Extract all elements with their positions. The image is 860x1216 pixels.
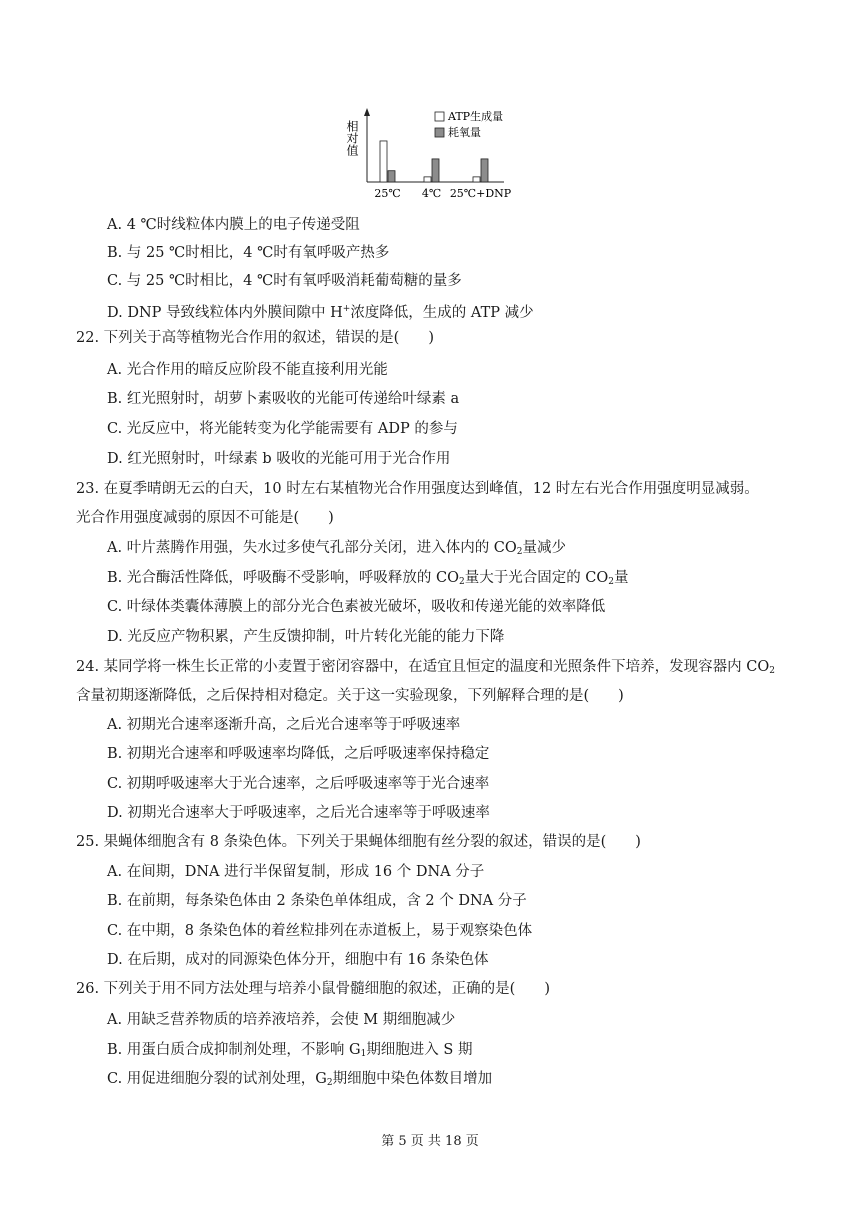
q24-stem-1: 24. 某同学将一株生长正常的小麦置于密闭容器中，在适宜且恒定的温度和光照条件下培养，发现容器内 $CO_2$ bbox=[76, 659, 775, 676]
q22-option-a: A. 光合作用的暗反应阶段不能直接利用光能 bbox=[107, 362, 388, 378]
q24-option-c: C. 初期呼吸速率大于光合速率，之后呼吸速率等于光合速率 bbox=[107, 776, 490, 792]
bar-chart bbox=[334, 104, 534, 204]
bar-atp-1 bbox=[424, 177, 431, 182]
q24-option-a: A. 初期光合速率逐渐升高，之后光合速率等于呼吸速率 bbox=[107, 717, 461, 733]
q24-option-d: D. 初期光合速率大于呼吸速率，之后光合速率等于呼吸速率 bbox=[107, 805, 490, 821]
bar-oxygen-1 bbox=[432, 159, 439, 182]
q21-option-b: B. 与 25 ℃时相比，4 ℃时有氧呼吸产热多 bbox=[107, 245, 390, 261]
bar-oxygen-0 bbox=[388, 171, 395, 182]
legend-label-oxygen: 耗氧量 bbox=[448, 126, 481, 139]
legend-swatch-oxygen bbox=[435, 128, 444, 137]
q22-option-c: C. 光反应中，将光能转变为化学能需要有 ADP 的参与 bbox=[107, 421, 458, 437]
q21-option-d: D. DNP 导致线粒体内外膜间隙中 H+浓度降低，生成的 ATP 减少 bbox=[107, 304, 534, 321]
x-tick-label: 25℃ bbox=[374, 187, 401, 200]
q26-stem: 26. 下列关于用不同方法处理与培养小鼠骨髓细胞的叙述，正确的是( ) bbox=[76, 981, 550, 997]
q21-option-a: A. 4 ℃时线粒体内膜上的电子传递受阻 bbox=[107, 217, 360, 233]
legend-label-atp: ATP生成量 bbox=[448, 110, 504, 123]
q21-option-c: C. 与 25 ℃时相比，4 ℃时有氧呼吸消耗葡萄糖的量多 bbox=[107, 273, 462, 289]
q26-option-c: C. 用促进细胞分裂的试剂处理，$G_2$期细胞中染色体数目增加 bbox=[107, 1071, 493, 1088]
legend bbox=[435, 109, 503, 139]
q22-stem: 22. 下列关于高等植物光合作用的叙述，错误的是( ) bbox=[76, 330, 434, 346]
q24-stem-2: 含量初期逐渐降低，之后保持相对稳定。关于这一实验现象，下列解释合理的是( ) bbox=[76, 688, 624, 704]
q25-option-c: C. 在中期，8 条染色体的着丝粒排列在赤道板上，易于观察染色体 bbox=[107, 923, 533, 939]
q22-option-d: D. 红光照射时，叶绿素 b 吸收的光能可用于光合作用 bbox=[107, 451, 451, 467]
q23-option-a: A. 叶片蒸腾作用强，失水过多使气孔部分关闭，进入体内的 $CO_2$量减少 bbox=[107, 540, 567, 557]
q25-option-b: B. 在前期，每条染色体由 2 条染色单体组成，含 2 个 DNA 分子 bbox=[107, 893, 527, 909]
x-tick-labels bbox=[374, 187, 511, 200]
bar-oxygen-2 bbox=[481, 159, 488, 182]
q23-option-d: D. 光反应产物积累，产生反馈抑制，叶片转化光能的能力下降 bbox=[107, 629, 505, 645]
page-footer: 第 5 页 共 18 页 bbox=[381, 1134, 479, 1149]
q24-option-b: B. 初期光合速率和呼吸速率均降低，之后呼吸速率保持稳定 bbox=[107, 746, 490, 762]
q23-option-c: C. 叶绿体类囊体薄膜上的部分光合色素被光破坏，吸收和传递光能的效率降低 bbox=[107, 599, 606, 615]
x-tick-label: 4℃ bbox=[421, 187, 442, 200]
q23-stem-2: 光合作用强度减弱的原因不可能是( ) bbox=[76, 510, 334, 526]
q26-option-a: A. 用缺乏营养物质的培养液培养，会使 M 期细胞减少 bbox=[107, 1012, 456, 1028]
y-axis-label: 相对值 bbox=[345, 120, 359, 156]
bars-group bbox=[380, 141, 488, 182]
q25-option-d: D. 在后期，成对的同源染色体分开，细胞中有 16 条染色体 bbox=[107, 952, 489, 968]
q26-option-b: B. 用蛋白质合成抑制剂处理，不影响 $G_1$期细胞进入 S 期 bbox=[107, 1042, 473, 1059]
q25-option-a: A. 在间期，DNA 进行半保留复制，形成 16 个 DNA 分子 bbox=[107, 864, 485, 880]
x-tick-label: 25℃+DNP bbox=[449, 187, 512, 200]
q25-stem: 25. 果蝇体细胞含有 8 条染色体。下列关于果蝇体细胞有丝分裂的叙述，错误的是( ) bbox=[76, 834, 641, 850]
bar-atp-0 bbox=[380, 141, 387, 182]
bar-atp-2 bbox=[473, 177, 480, 182]
q23-option-b: B. 光合酶活性降低，呼吸酶不受影响，呼吸释放的 $CO_2$量大于光合固定的 $CO_2$量 bbox=[107, 570, 629, 587]
q22-option-b: B. 红光照射时，胡萝卜素吸收的光能可传递给叶绿素 a bbox=[107, 391, 460, 407]
y-axis-arrow-icon bbox=[364, 108, 370, 116]
q23-stem-1: 23. 在夏季晴朗无云的白天，10 时左右某植物光合作用强度达到峰值，12 时左右光合作用强度明显减弱。 bbox=[76, 481, 759, 497]
legend-swatch-atp bbox=[435, 112, 444, 121]
